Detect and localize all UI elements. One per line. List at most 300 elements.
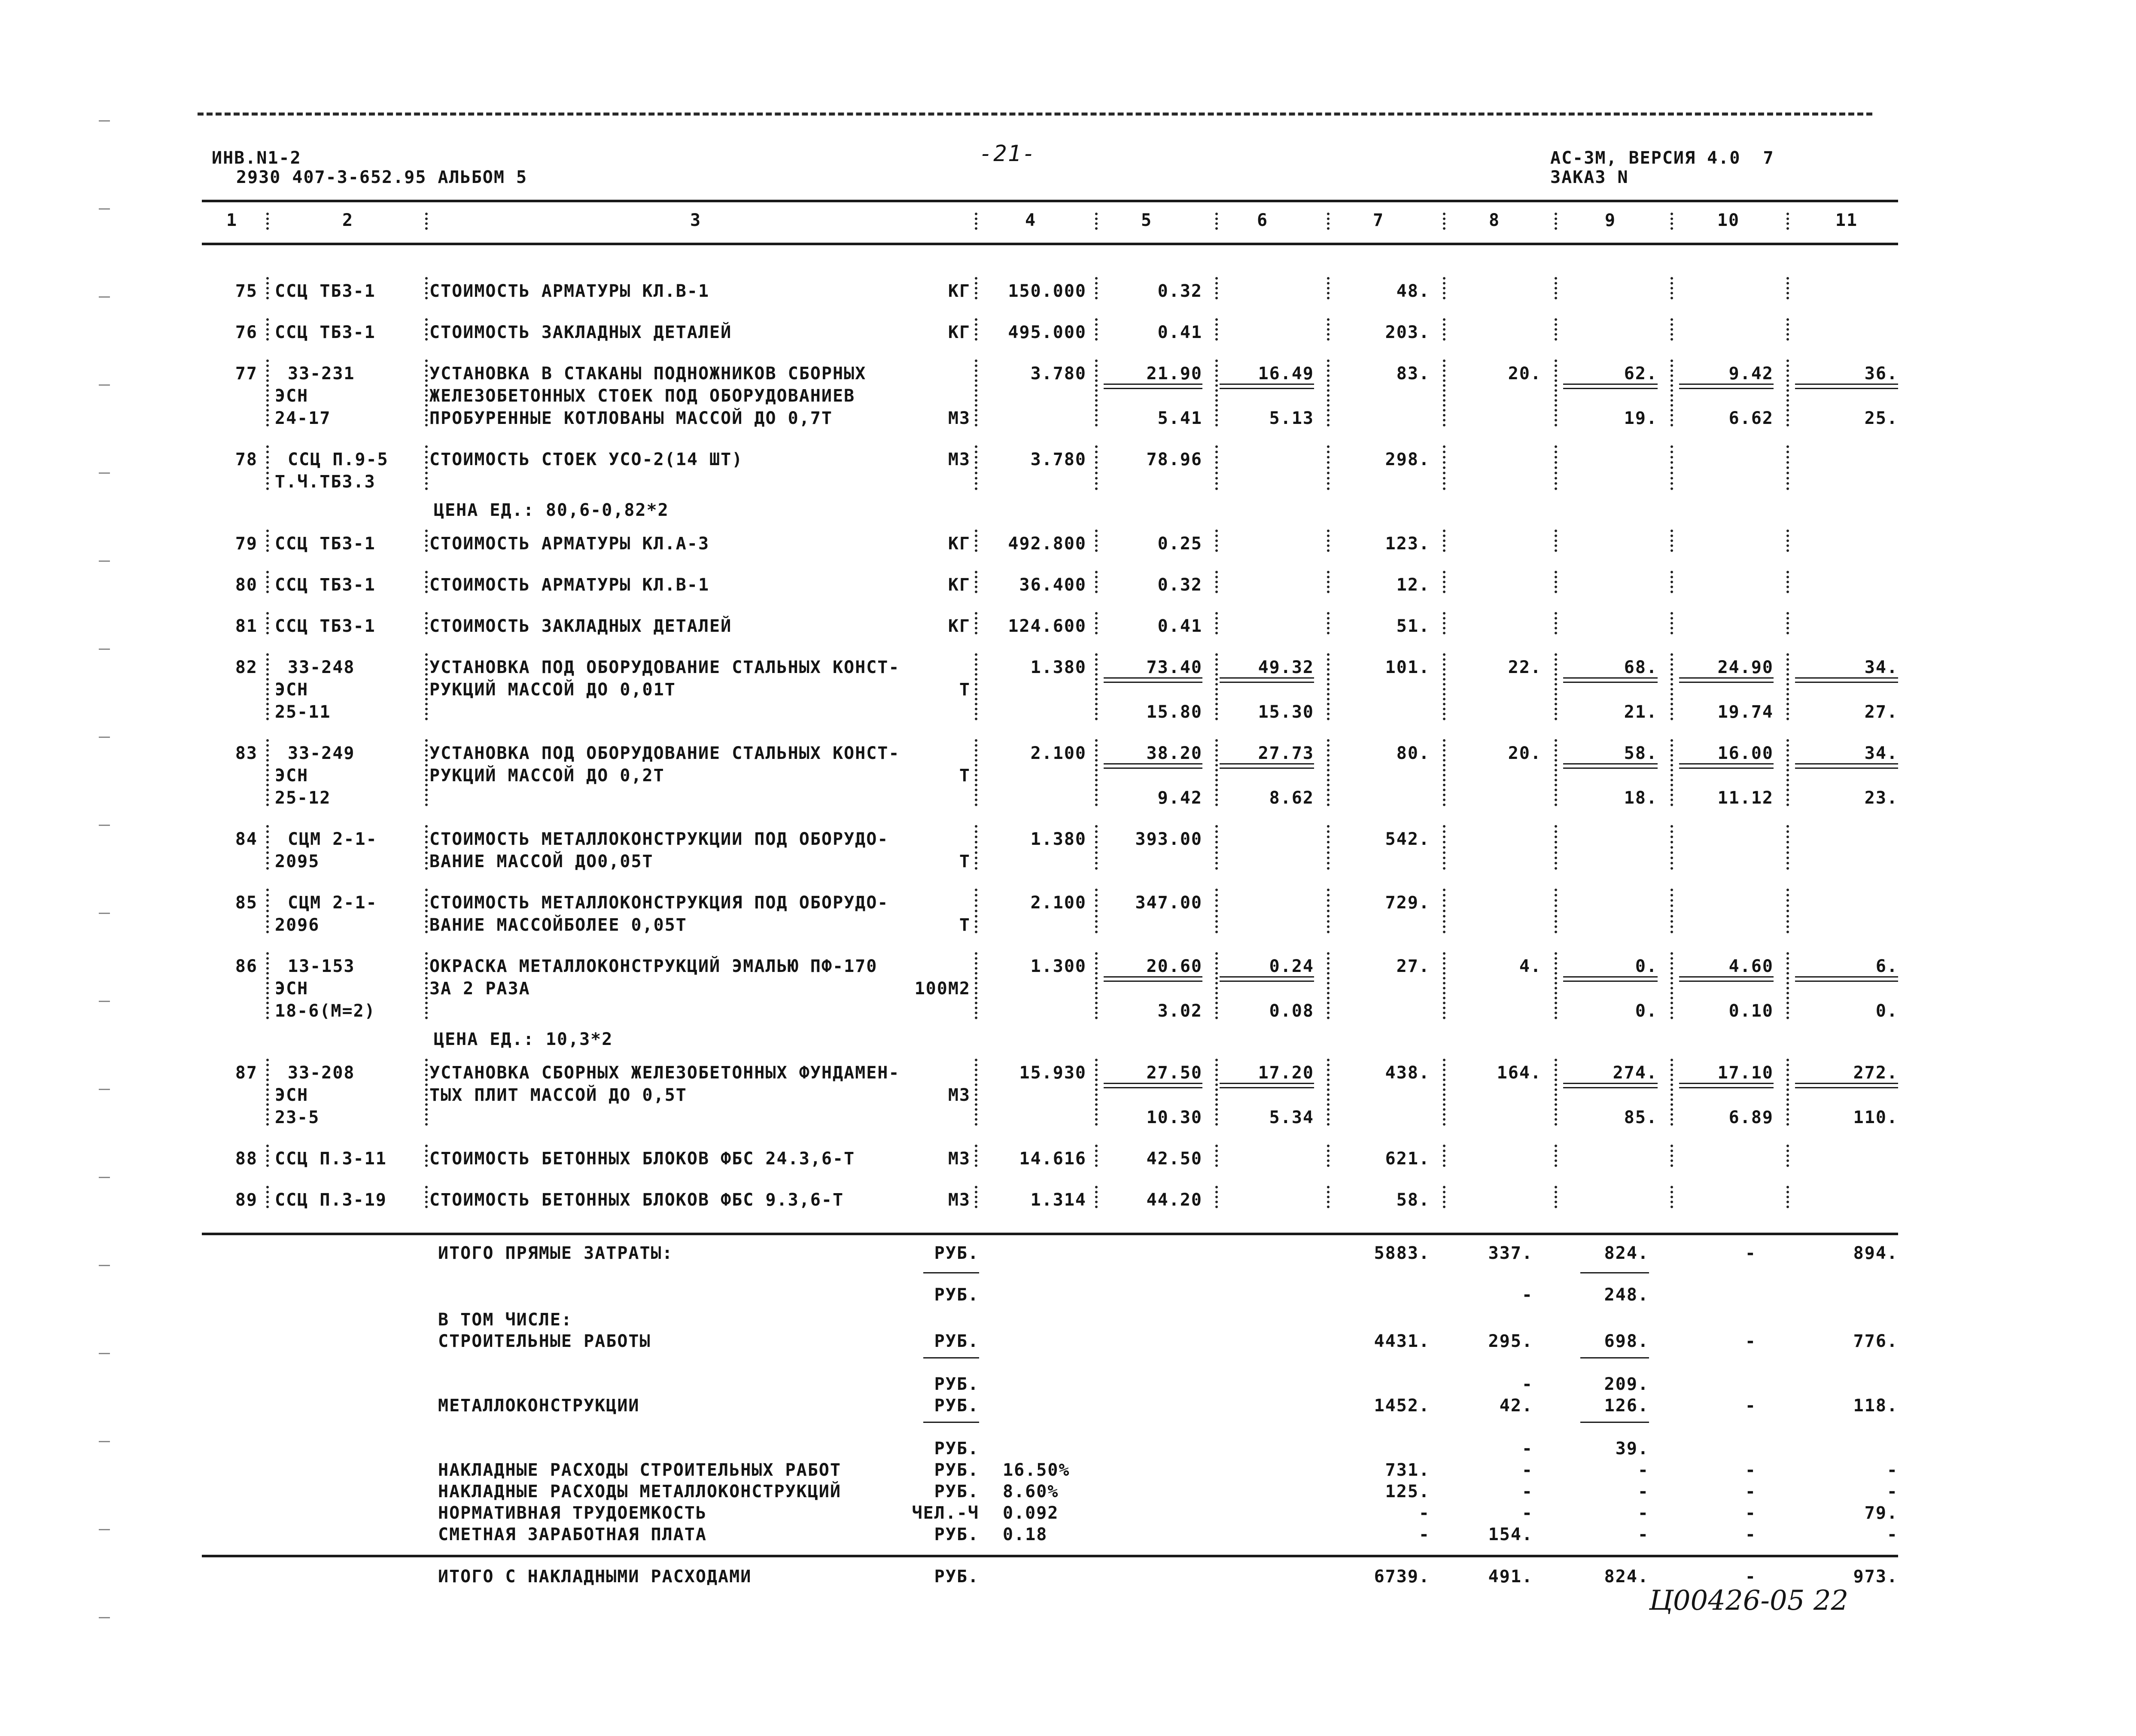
column-separator bbox=[1443, 612, 1445, 634]
summary-c9: - bbox=[1637, 1460, 1649, 1480]
subtotal-rule bbox=[1220, 388, 1314, 389]
column-separator bbox=[1786, 952, 1789, 1019]
column-separator bbox=[1095, 825, 1098, 870]
column-header-5: 5 bbox=[1141, 210, 1153, 230]
column-separator bbox=[1215, 739, 1218, 806]
column-separator bbox=[1327, 530, 1330, 552]
summary-label: МЕТАЛЛОКОНСТРУКЦИИ bbox=[438, 1396, 640, 1416]
subtotal-rule bbox=[1563, 388, 1658, 389]
column-separator bbox=[1095, 445, 1098, 490]
row-code: ССЦ ТБ3-1 bbox=[275, 534, 376, 554]
subtotal-rule bbox=[1104, 981, 1202, 982]
summary-percent: 8.60% bbox=[1003, 1482, 1059, 1501]
row-p1: 42.50 bbox=[1146, 1149, 1202, 1169]
summary-c8: 154. bbox=[1488, 1525, 1533, 1544]
scan-mark bbox=[99, 1001, 110, 1002]
summary-c9: 209. bbox=[1604, 1374, 1649, 1394]
subtotal-rule bbox=[1563, 763, 1658, 764]
subtotal-rule bbox=[1104, 763, 1202, 764]
column-separator bbox=[1670, 1186, 1673, 1208]
row-qty: 36.400 bbox=[1019, 575, 1086, 595]
subtotal-rule bbox=[1104, 677, 1202, 679]
column-header-2: 2 bbox=[342, 210, 354, 230]
column-separator bbox=[425, 571, 428, 593]
header-order: ЗАКАЗ N bbox=[1550, 168, 1629, 187]
column-separator bbox=[1555, 653, 1557, 720]
row-qty: 124.600 bbox=[1008, 616, 1086, 636]
summary-label: НОРМАТИВНАЯ ТРУДОЕМКОСТЬ bbox=[438, 1503, 707, 1523]
summary-unit: РУБ. bbox=[934, 1285, 979, 1305]
column-separator bbox=[1555, 825, 1557, 870]
column-separator bbox=[266, 571, 269, 593]
row-code: 25-11 bbox=[275, 702, 331, 722]
column-separator bbox=[425, 318, 428, 341]
summary-c7: 125. bbox=[1385, 1482, 1430, 1501]
row-code: СЦМ 2-1- bbox=[288, 829, 377, 849]
scan-mark bbox=[99, 1441, 110, 1442]
row-unit: КГ bbox=[948, 323, 971, 342]
summary-c9: - bbox=[1637, 1503, 1649, 1523]
column-header-6: 6 bbox=[1257, 210, 1269, 230]
summary-unit: РУБ. bbox=[934, 1525, 979, 1544]
column-separator bbox=[1215, 1186, 1218, 1208]
row-s5: 5.41 bbox=[1157, 408, 1202, 428]
row-qty: 495.000 bbox=[1008, 323, 1086, 342]
column-separator bbox=[975, 530, 977, 552]
column-separator bbox=[266, 739, 269, 806]
column-separator bbox=[975, 1059, 977, 1126]
row-name: УСТАНОВКА В СТАКАНЫ ПОДНОЖНИКОВ СБОРНЫХ bbox=[429, 364, 867, 384]
row-code: 23-5 bbox=[275, 1108, 320, 1127]
summary-c10: - bbox=[1745, 1503, 1756, 1523]
column-separator bbox=[1327, 739, 1330, 806]
column-separator bbox=[1786, 825, 1789, 870]
summary-unit: РУБ. bbox=[934, 1243, 979, 1263]
scan-mark bbox=[99, 384, 110, 386]
column-separator bbox=[1443, 1145, 1445, 1167]
subtotal-rule bbox=[1679, 388, 1774, 389]
column-separator bbox=[1670, 889, 1673, 933]
subtotal-rule bbox=[1220, 767, 1314, 769]
row-code: СЦМ 2-1- bbox=[288, 893, 377, 913]
column-separator bbox=[1327, 952, 1330, 1019]
header-column-separator bbox=[1215, 213, 1218, 230]
column-separator bbox=[975, 612, 977, 634]
row-code: 13-153 bbox=[288, 956, 355, 976]
row-code: ССЦ ТБ3-1 bbox=[275, 323, 376, 342]
column-separator bbox=[266, 889, 269, 933]
row-qty: 492.800 bbox=[1008, 534, 1086, 554]
row-code: 25-12 bbox=[275, 788, 331, 808]
summary-c8: 337. bbox=[1488, 1243, 1533, 1263]
column-separator bbox=[266, 1145, 269, 1167]
row-s6: 5.34 bbox=[1269, 1108, 1314, 1127]
row-number: 75 bbox=[235, 281, 258, 301]
row-name: СТОИМОСТЬ СТОЕК УСО-2(14 ШТ) bbox=[429, 450, 743, 469]
handwritten-stamp: Ц00426-05 22 bbox=[1649, 1585, 1849, 1617]
row-name: СТОИМОСТЬ БЕТОННЫХ БЛОКОВ ФБС 24.3,6-Т bbox=[429, 1149, 855, 1169]
summary-c8: 295. bbox=[1488, 1331, 1533, 1351]
row-total: 123. bbox=[1385, 534, 1430, 554]
subtotal-rule bbox=[1220, 677, 1314, 679]
row-s6: 5.13 bbox=[1269, 408, 1314, 428]
column-separator bbox=[1095, 1145, 1098, 1167]
summary-rule bbox=[1580, 1272, 1649, 1273]
row-code: Т.Ч.ТБ3.3 bbox=[275, 472, 376, 492]
header-bottom-rule bbox=[202, 243, 1898, 245]
row-s9: 21. bbox=[1624, 702, 1658, 722]
column-separator bbox=[975, 445, 977, 490]
column-separator bbox=[1670, 571, 1673, 593]
column-header-3: 3 bbox=[690, 210, 702, 230]
subtotal-rule bbox=[1795, 682, 1898, 683]
row-name: УСТАНОВКА СБОРНЫХ ЖЕЛЕЗОБЕТОННЫХ ФУНДАМЕН- bbox=[429, 1063, 900, 1083]
header-top-rule bbox=[202, 200, 1898, 202]
row-unit: М3 bbox=[948, 1149, 971, 1169]
column-separator bbox=[975, 825, 977, 870]
row-number: 79 bbox=[235, 534, 258, 554]
subtotal-rule bbox=[1795, 763, 1898, 764]
column-separator bbox=[1095, 1059, 1098, 1126]
column-separator bbox=[1443, 277, 1445, 299]
row-name: УСТАНОВКА ПОД ОБОРУДОВАНИЕ СТАЛЬНЫХ КОНСТ- bbox=[429, 658, 900, 677]
column-separator bbox=[1215, 445, 1218, 490]
summary-c9: 39. bbox=[1615, 1439, 1649, 1459]
row-number: 82 bbox=[235, 658, 258, 677]
row-c11: 36. bbox=[1864, 364, 1898, 384]
row-s6: 0.08 bbox=[1269, 1001, 1314, 1021]
subtotal-rule bbox=[1795, 384, 1898, 385]
subtotal-rule bbox=[1679, 384, 1774, 385]
summary-percent: 16.50% bbox=[1003, 1460, 1070, 1480]
row-total: 298. bbox=[1385, 450, 1430, 469]
header-column-separator bbox=[1786, 213, 1789, 230]
row-code: 33-248 bbox=[288, 658, 355, 677]
subtotal-rule bbox=[1795, 1083, 1898, 1084]
scan-mark bbox=[99, 1529, 110, 1530]
column-separator bbox=[1215, 277, 1218, 299]
row-total: 80. bbox=[1396, 743, 1430, 763]
column-separator bbox=[1786, 739, 1789, 806]
top-dashed-rule bbox=[198, 113, 1872, 116]
row-code: 33-249 bbox=[288, 743, 355, 763]
row-s11: 0. bbox=[1875, 1001, 1898, 1021]
scan-mark bbox=[99, 1177, 110, 1178]
column-separator bbox=[1215, 1145, 1218, 1167]
column-separator bbox=[1786, 318, 1789, 341]
row-total: 27. bbox=[1396, 956, 1430, 976]
row-p2: 0.24 bbox=[1269, 956, 1314, 976]
row-name: СТОИМОСТЬ АРМАТУРЫ КЛ.А-3 bbox=[429, 534, 710, 554]
row-unit: Т bbox=[959, 852, 971, 871]
summary-top-rule bbox=[202, 1233, 1898, 1235]
column-separator bbox=[266, 1059, 269, 1126]
row-p2: 16.49 bbox=[1258, 364, 1314, 384]
row-number: 81 bbox=[235, 616, 258, 636]
header-column-separator bbox=[1555, 213, 1557, 230]
row-number: 76 bbox=[235, 323, 258, 342]
column-separator bbox=[1786, 1186, 1789, 1208]
row-total: 542. bbox=[1385, 829, 1430, 849]
scan-mark bbox=[99, 825, 110, 826]
column-separator bbox=[425, 653, 428, 720]
row-unit: Т bbox=[959, 766, 971, 786]
row-number: 77 bbox=[235, 364, 258, 384]
header-project: 2930 407-3-652.95 АЛЬБОМ 5 bbox=[236, 168, 528, 187]
column-separator bbox=[266, 1186, 269, 1208]
column-separator bbox=[1095, 571, 1098, 593]
summary-c11: 776. bbox=[1853, 1331, 1898, 1351]
summary-c10: - bbox=[1745, 1525, 1756, 1544]
row-unit: М3 bbox=[948, 1190, 971, 1210]
row-c10: 4.60 bbox=[1728, 956, 1774, 976]
summary-rule bbox=[923, 1357, 979, 1358]
row-unit: 100М2 bbox=[914, 979, 971, 999]
summary-c7: 731. bbox=[1385, 1460, 1430, 1480]
row-name: ТЫХ ПЛИТ МАССОЙ ДО 0,5Т bbox=[429, 1085, 687, 1105]
column-separator bbox=[1443, 889, 1445, 933]
subtotal-rule bbox=[1220, 981, 1314, 982]
column-separator bbox=[975, 571, 977, 593]
column-header-8: 8 bbox=[1488, 210, 1500, 230]
summary-c9: 248. bbox=[1604, 1285, 1649, 1305]
column-separator bbox=[1786, 889, 1789, 933]
row-s5: 10.30 bbox=[1146, 1108, 1202, 1127]
header-inventory: ИНВ.N1-2 bbox=[212, 148, 301, 168]
subtotal-rule bbox=[1679, 763, 1774, 764]
row-s6: 15.30 bbox=[1258, 702, 1314, 722]
column-header-9: 9 bbox=[1604, 210, 1616, 230]
row-p1: 21.90 bbox=[1146, 364, 1202, 384]
column-separator bbox=[1215, 952, 1218, 1019]
row-qty: 14.616 bbox=[1019, 1149, 1086, 1169]
grand-total-c8: 491. bbox=[1488, 1567, 1533, 1587]
header-column-separator bbox=[1095, 213, 1098, 230]
row-code: ССЦ П.3-11 bbox=[275, 1149, 387, 1169]
row-total: 203. bbox=[1385, 323, 1430, 342]
summary-c11: - bbox=[1886, 1525, 1898, 1544]
row-name: ВАНИЕ МАССОЙБОЛЕЕ 0,05Т bbox=[429, 915, 687, 935]
column-separator bbox=[1443, 1059, 1445, 1126]
row-number: 88 bbox=[235, 1149, 258, 1169]
column-separator bbox=[425, 952, 428, 1019]
summary-label: СТРОИТЕЛЬНЫЕ РАБОТЫ bbox=[438, 1331, 651, 1351]
row-unit: КГ bbox=[948, 616, 971, 636]
row-c11: 272. bbox=[1853, 1063, 1898, 1083]
column-separator bbox=[266, 653, 269, 720]
row-c9: 68. bbox=[1624, 658, 1658, 677]
row-c9: 58. bbox=[1624, 743, 1658, 763]
subtotal-rule bbox=[1679, 1083, 1774, 1084]
row-c10: 9.42 bbox=[1728, 364, 1774, 384]
column-separator bbox=[1786, 571, 1789, 593]
column-separator bbox=[1443, 1186, 1445, 1208]
column-separator bbox=[1443, 530, 1445, 552]
column-separator bbox=[1555, 889, 1557, 933]
subtotal-rule bbox=[1795, 767, 1898, 769]
summary-c11: - bbox=[1886, 1460, 1898, 1480]
summary-c8: - bbox=[1521, 1439, 1533, 1459]
row-qty: 2.100 bbox=[1030, 743, 1086, 763]
column-separator bbox=[1786, 359, 1789, 426]
subtotal-rule bbox=[1104, 1087, 1202, 1088]
row-price-note: ЦЕНА ЕД.: 10,3*2 bbox=[434, 1029, 613, 1049]
row-s10: 0.10 bbox=[1728, 1001, 1774, 1021]
row-c8: 164. bbox=[1497, 1063, 1542, 1083]
subtotal-rule bbox=[1563, 767, 1658, 769]
summary-c7: 5883. bbox=[1374, 1243, 1430, 1263]
column-separator bbox=[1327, 277, 1330, 299]
column-separator bbox=[1670, 952, 1673, 1019]
row-c9: 0. bbox=[1635, 956, 1658, 976]
column-separator bbox=[975, 1145, 977, 1167]
column-separator bbox=[1786, 445, 1789, 490]
row-unit: КГ bbox=[948, 575, 971, 595]
row-total: 58. bbox=[1396, 1190, 1430, 1210]
row-s9: 19. bbox=[1624, 408, 1658, 428]
row-s5: 3.02 bbox=[1157, 1001, 1202, 1021]
column-separator bbox=[1555, 571, 1557, 593]
row-p2: 27.73 bbox=[1258, 743, 1314, 763]
row-p1: 0.41 bbox=[1157, 616, 1202, 636]
column-separator bbox=[1443, 359, 1445, 426]
scan-mark bbox=[99, 649, 110, 650]
column-separator bbox=[425, 1059, 428, 1126]
summary-c11: 894. bbox=[1853, 1243, 1898, 1263]
row-total: 48. bbox=[1396, 281, 1430, 301]
summary-unit: ЧЕЛ.-Ч bbox=[912, 1503, 979, 1523]
subtotal-rule bbox=[1795, 976, 1898, 978]
row-name: ПРОБУРЕННЫЕ КОТЛОВАНЫ МАССОЙ ДО 0,7Т bbox=[429, 408, 833, 428]
row-name: СТОИМОСТЬ МЕТАЛЛОКОНСТРУКЦИИ ПОД ОБОРУДО- bbox=[429, 829, 889, 849]
summary-c8: - bbox=[1521, 1285, 1533, 1305]
row-p1: 0.32 bbox=[1157, 575, 1202, 595]
scan-mark bbox=[99, 913, 110, 914]
column-separator bbox=[1095, 359, 1098, 426]
subtotal-rule bbox=[1563, 981, 1658, 982]
summary-c11: 118. bbox=[1853, 1396, 1898, 1416]
row-code: 2095 bbox=[275, 852, 320, 871]
column-header-11: 11 bbox=[1835, 210, 1858, 230]
column-separator bbox=[1327, 612, 1330, 634]
column-separator bbox=[266, 530, 269, 552]
header-version: АС-3М, ВЕРСИЯ 4.0 7 bbox=[1550, 148, 1774, 168]
column-separator bbox=[1670, 359, 1673, 426]
scan-mark bbox=[99, 1353, 110, 1354]
row-qty: 3.780 bbox=[1030, 364, 1086, 384]
row-unit: КГ bbox=[948, 534, 971, 554]
summary-unit: РУБ. bbox=[934, 1396, 979, 1416]
header-column-separator bbox=[425, 213, 428, 230]
column-separator bbox=[1443, 825, 1445, 870]
row-s11: 25. bbox=[1864, 408, 1898, 428]
summary-c9: 698. bbox=[1604, 1331, 1649, 1351]
row-s10: 6.89 bbox=[1728, 1108, 1774, 1127]
column-separator bbox=[1670, 612, 1673, 634]
summary-c10: - bbox=[1745, 1396, 1756, 1416]
row-name: СТОИМОСТЬ АРМАТУРЫ КЛ.В-1 bbox=[429, 281, 710, 301]
column-separator bbox=[1555, 359, 1557, 426]
row-qty: 1.380 bbox=[1030, 658, 1086, 677]
row-number: 86 bbox=[235, 956, 258, 976]
column-separator bbox=[1555, 1059, 1557, 1126]
summary-label: НАКЛАДНЫЕ РАСХОДЫ СТРОИТЕЛЬНЫХ РАБОТ bbox=[438, 1460, 841, 1480]
row-c9: 62. bbox=[1624, 364, 1658, 384]
column-separator bbox=[1555, 445, 1557, 490]
column-separator bbox=[1327, 1186, 1330, 1208]
summary-c7: - bbox=[1418, 1525, 1430, 1544]
summary-unit: РУБ. bbox=[934, 1482, 979, 1501]
subtotal-rule bbox=[1104, 388, 1202, 389]
column-header-7: 7 bbox=[1372, 210, 1384, 230]
row-s6: 8.62 bbox=[1269, 788, 1314, 808]
column-separator bbox=[425, 825, 428, 870]
summary-rule bbox=[1580, 1357, 1649, 1358]
row-qty: 1.380 bbox=[1030, 829, 1086, 849]
column-separator bbox=[975, 318, 977, 341]
column-separator bbox=[1786, 277, 1789, 299]
subtotal-rule bbox=[1563, 1083, 1658, 1084]
subtotal-rule bbox=[1563, 384, 1658, 385]
row-unit: М3 bbox=[948, 408, 971, 428]
summary-unit: РУБ. bbox=[934, 1374, 979, 1394]
column-separator bbox=[1095, 889, 1098, 933]
row-name: УСТАНОВКА ПОД ОБОРУДОВАНИЕ СТАЛЬНЫХ КОНСТ- bbox=[429, 743, 900, 763]
row-c10: 24.90 bbox=[1717, 658, 1774, 677]
column-separator bbox=[1095, 277, 1098, 299]
column-header-4: 4 bbox=[1025, 210, 1037, 230]
column-header-1: 1 bbox=[226, 210, 238, 230]
column-separator bbox=[975, 359, 977, 426]
subtotal-rule bbox=[1679, 682, 1774, 683]
row-name: РУКЦИЙ МАССОЙ ДО 0,2Т bbox=[429, 766, 665, 786]
row-qty: 150.000 bbox=[1008, 281, 1086, 301]
column-separator bbox=[975, 739, 977, 806]
row-s11: 110. bbox=[1853, 1108, 1898, 1127]
subtotal-rule bbox=[1220, 1087, 1314, 1088]
row-code: ЭСН bbox=[275, 1085, 309, 1105]
row-total: 729. bbox=[1385, 893, 1430, 913]
row-c11: 34. bbox=[1864, 658, 1898, 677]
scan-mark bbox=[99, 1617, 110, 1618]
column-separator bbox=[1670, 445, 1673, 490]
summary-label: ИТОГО ПРЯМЫЕ ЗАТРАТЫ: bbox=[438, 1243, 673, 1263]
subtotal-rule bbox=[1220, 682, 1314, 683]
column-separator bbox=[1555, 277, 1557, 299]
row-p1: 73.40 bbox=[1146, 658, 1202, 677]
column-separator bbox=[425, 1145, 428, 1167]
summary-c9: 824. bbox=[1604, 1243, 1649, 1263]
subtotal-rule bbox=[1563, 677, 1658, 679]
scan-mark bbox=[99, 120, 110, 122]
column-separator bbox=[1670, 1145, 1673, 1167]
grand-total-c11: 973. bbox=[1853, 1567, 1898, 1587]
summary-c7: 4431. bbox=[1374, 1331, 1430, 1351]
column-separator bbox=[1786, 1145, 1789, 1167]
row-p1: 0.41 bbox=[1157, 323, 1202, 342]
subtotal-rule bbox=[1795, 1087, 1898, 1088]
column-separator bbox=[1095, 739, 1098, 806]
row-code: ЭСН bbox=[275, 680, 309, 700]
summary-unit: РУБ. bbox=[934, 1331, 979, 1351]
summary-c11: 79. bbox=[1864, 1503, 1898, 1523]
row-number: 84 bbox=[235, 829, 258, 849]
column-separator bbox=[1327, 445, 1330, 490]
summary-c7: 1452. bbox=[1374, 1396, 1430, 1416]
row-unit: Т bbox=[959, 915, 971, 935]
column-separator bbox=[1670, 318, 1673, 341]
column-separator bbox=[1670, 825, 1673, 870]
